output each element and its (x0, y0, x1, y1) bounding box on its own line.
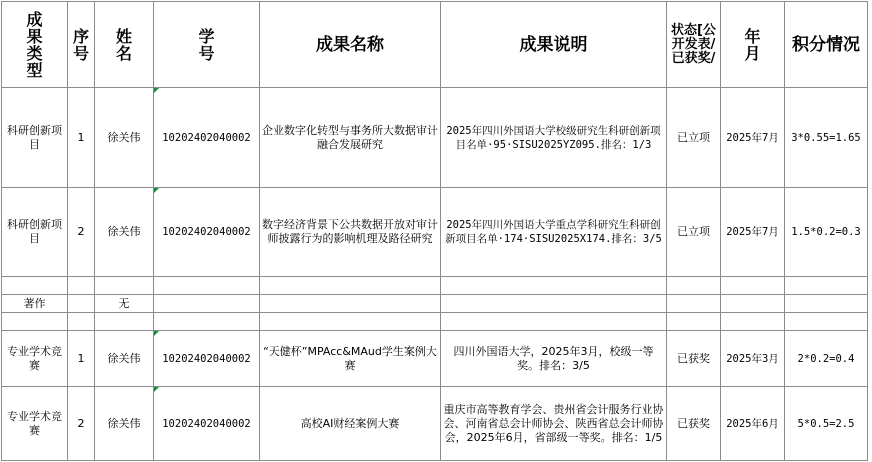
header-score: 积分情况 (785, 2, 868, 88)
cell-state: 已获奖 (667, 331, 721, 387)
header-student-id: 学号 (154, 2, 260, 88)
table-row (2, 88, 868, 188)
cell-date: 2025年6月 (721, 387, 785, 461)
cell-name: 无 (95, 295, 154, 313)
cell-name: 徐关伟 (95, 331, 154, 387)
cell-desc: 2025年四川外国语大学重点学科研究生科研创新项目名单·174·SISU2025X174.排名：3/5 (441, 188, 667, 277)
table-row (2, 295, 868, 313)
cell-type: 科研创新项目 (2, 188, 68, 277)
empty-row (2, 313, 868, 331)
cell-title: “天健杯”MPAcc&MAud学生案例大赛 (260, 331, 441, 387)
cell-type: 专业学术竞赛 (2, 387, 68, 461)
header-state: 状态[公开发表/已获奖/ (667, 2, 721, 88)
cell-title: 企业数字化转型与事务所大数据审计融合发展研究 (260, 88, 441, 188)
header-row (2, 2, 868, 88)
cell-score: 3*0.55=1.65 (785, 88, 868, 188)
cell-score: 5*0.5=2.5 (785, 387, 868, 461)
header-name: 姓名 (95, 2, 154, 88)
table-row (2, 387, 868, 461)
cell-no: 2 (68, 188, 95, 277)
cell-state: 已立项 (667, 188, 721, 277)
achievement-table (1, 1, 868, 461)
cell-student-id: 10202402040002 (154, 188, 260, 277)
cell-desc: 2025年四川外国语大学校级研究生科研创新项目名单·95·SISU2025YZ095.排名：1/3 (441, 88, 667, 188)
cell-name: 徐关伟 (95, 188, 154, 277)
header-desc: 成果说明 (441, 2, 667, 88)
cell-date: 2025年3月 (721, 331, 785, 387)
cell-no: 1 (68, 88, 95, 188)
cell-name: 徐关伟 (95, 88, 154, 188)
cell-student-id: 10202402040002 (154, 88, 260, 188)
header-type: 成果类型 (2, 2, 68, 88)
cell-student-id: 10202402040002 (154, 331, 260, 387)
empty-row (2, 277, 868, 295)
cell-student-id: 10202402040002 (154, 387, 260, 461)
cell-no: 1 (68, 331, 95, 387)
cell-title: 数字经济背景下公共数据开放对审计师披露行为的影响机理及路径研究 (260, 188, 441, 277)
table-row (2, 188, 868, 277)
cell-name: 徐关伟 (95, 387, 154, 461)
cell-type: 专业学术竞赛 (2, 331, 68, 387)
cell-desc: 四川外国语大学，2025年3月，校级一等奖。排名：3/5 (441, 331, 667, 387)
cell-desc: 重庆市高等教育学会、贵州省会计服务行业协会、河南省总会计师协会、陕西省总会计师协会，2025年6月，省部级一等奖。排名：1/5 (441, 387, 667, 461)
cell-type: 科研创新项目 (2, 88, 68, 188)
cell-state: 已立项 (667, 88, 721, 188)
cell-state: 已获奖 (667, 387, 721, 461)
table-row (2, 331, 868, 387)
header-title: 成果名称 (260, 2, 441, 88)
cell-score: 1.5*0.2=0.3 (785, 188, 868, 277)
cell-date: 2025年7月 (721, 88, 785, 188)
cell-date: 2025年7月 (721, 188, 785, 277)
header-date: 年月 (721, 2, 785, 88)
cell-no: 2 (68, 387, 95, 461)
cell-score: 2*0.2=0.4 (785, 331, 868, 387)
cell-title: 高校AI财经案例大赛 (260, 387, 441, 461)
header-no: 序号 (68, 2, 95, 88)
cell-type: 著作 (2, 295, 68, 313)
